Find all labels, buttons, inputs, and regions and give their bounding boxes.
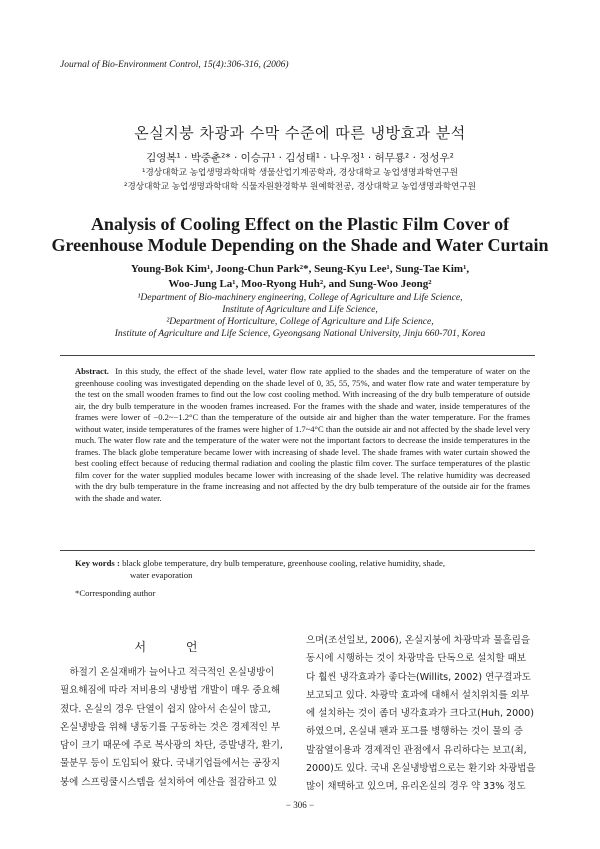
keywords-label: Key words : — [75, 558, 120, 568]
abstract-top-rule — [60, 355, 535, 356]
english-authors-line-2: Woo-Jung La¹, Moo-Ryong Huh², and Sung-Woo Jeong² — [168, 278, 432, 290]
english-title — [0, 214, 600, 256]
abstract-text: In this study, the effect of the shade level, water flow rate applied to the shades and the temperature of water on the greenhouse cooling was investigated depending on the shade level of 0, 35, 55, 75%, and water flow rate and water temperature by the test on the small wooden frames to find out the low cost cooling method. With increasing of the dry bulb temperature of outside air, the dry bulb temperature in the wooden frames increased. For the frames with the shade and water, inside temperatures of the frames were lower of −0.2~−1.2°C than the temperature of the outside air and higher than the water temperature. For the frames without water, inside temperatures of the frames were higher of 1.7~4°C than the outside air and not affected by the shade level very much. The water flow rate and the temperature of the water were not the important factors to decrease the inside temperatures in the frames. The black globe temperature became lower with increasing of shade level. The shade frames with water curtain showed the best cooling effect because of reducing thermal radiation and cooling the plastic film cover. The surface temperatures of the plastic film cover for the water supplied modules became lower with increasing of the shade level. The relative humidity was decreased with the dry bulb temperature in the frame increasing and not affected by the dry bulb temperature of the outside air for the frames with the shade and water. — [75, 366, 530, 503]
left-col-line: 담이 크기 때문에 주로 복사광의 차단, 증발냉각, 환기, — [60, 740, 283, 752]
right-col-line: 다 훨씬 냉각효과가 좋다는(Willits, 2002) 연구결과도 — [306, 671, 531, 683]
right-col-line: 발잠열이용과 경제적인 관점에서 유리하다는 보고(최, — [306, 744, 527, 756]
english-affiliation-line-1: ¹Department of Bio-machinery engineering, College of Agriculture and Life Science, — [137, 292, 463, 303]
left-col-line: 필요해짐에 따라 저비용의 냉방법 개발이 매우 중요해 — [60, 685, 281, 697]
keywords-line-2: water evaporation — [130, 569, 193, 580]
left-col-line: 졌다. 온실의 경우 단열이 쉽지 않아서 손실이 많고, — [60, 703, 271, 715]
korean-affiliation-2: ²경상대학교 농업생명과학대학 식물자원환경학부 원예학전공, 경상대학교 농업생명과학연구원 — [124, 182, 476, 192]
english-affiliation-line-3: ²Department of Horticulture, College of Agriculture and Life Science, — [166, 316, 434, 327]
page-number: − 306 − — [285, 800, 315, 810]
right-col-line: 동시에 시행하는 것이 차광막을 단독으로 설치할 때보 — [306, 653, 527, 665]
abstract-label: Abstract. — [75, 366, 109, 376]
keywords — [75, 558, 530, 581]
korean-affiliation-1: ¹경상대학교 농업생명과학대학 생물산업기계공학과, 경상대학교 농업생명과학연구원 — [142, 168, 458, 178]
korean-authors: 김영복¹ · 박중춘²* · 이승규¹ · 김성태¹ · 나우정¹ · 허무룡² · 정성우² — [146, 152, 454, 164]
right-col-line: 보고되고 있다. 차광막 효과에 대해서 설치위치를 외부 — [306, 689, 530, 701]
left-col-line: 온실냉방을 위해 냉동기를 구동하는 것은 경제적인 부 — [60, 721, 281, 733]
right-col-line: 많이 채택하고 있으며, 유리온실의 경우 약 33% 정도 — [306, 781, 526, 793]
english-affiliation-line-4: Institute of Agriculture and Life Science, Gyeongsang National University, Jinju 660-701, Korea — [114, 328, 486, 339]
english-authors — [0, 262, 600, 292]
english-authors-line-1: Young-Bok Kim¹, Joong-Chun Park²*, Seung-Kyu Lee¹, Sung-Tae Kim¹, — [130, 263, 470, 275]
right-col-line: 에 설치하는 것이 좀더 냉각효과가 크다고(Huh, 2000) — [306, 708, 534, 720]
english-title-line-1: Analysis of Cooling Effect on the Plastic Film Cover of — [90, 214, 510, 234]
right-col-line: 하였으며, 온실내 팬과 포그를 병행하는 것이 물의 증 — [306, 726, 523, 738]
right-col-line: 2000)도 있다. 국내 온실냉방법으로는 환기와 차광법을 — [306, 763, 536, 775]
english-affiliations — [0, 292, 600, 340]
korean-title: 온실지붕 차광과 수막 수준에 따른 냉방효과 분석 — [134, 124, 466, 142]
right-col-line: 으며(조선일보, 2006), 온실지붕에 차광막과 물흘림을 — [306, 635, 531, 646]
journal-citation: Journal of Bio-Environment Control, 15(4):306-316, (2006) — [60, 60, 289, 70]
left-column — [60, 664, 292, 792]
keywords-line-1: black globe temperature, dry bulb temperature, greenhouse cooling, relative humidity, shade, — [122, 558, 445, 568]
abstract — [75, 366, 530, 504]
abstract-bottom-rule — [60, 550, 535, 551]
left-col-line: 물분무 등이 도입되어 왔다. 국내기업들에서는 공장지 — [60, 758, 281, 770]
right-column — [306, 632, 538, 797]
section-heading-introduction: 서 언 — [134, 640, 216, 654]
left-col-line: 붕에 스프링쿨시스템을 설치하여 예산을 절감하고 있 — [60, 776, 277, 788]
corresponding-author-note: *Corresponding author — [75, 588, 156, 598]
english-title-line-2: Greenhouse Module Depending on the Shade and Water Curtain — [51, 235, 549, 255]
left-col-line: 하절기 온실재배가 늘어나고 적극적인 온실냉방이 — [60, 667, 275, 678]
english-affiliation-line-2: Institute of Agriculture and Life Science, — [222, 304, 378, 315]
